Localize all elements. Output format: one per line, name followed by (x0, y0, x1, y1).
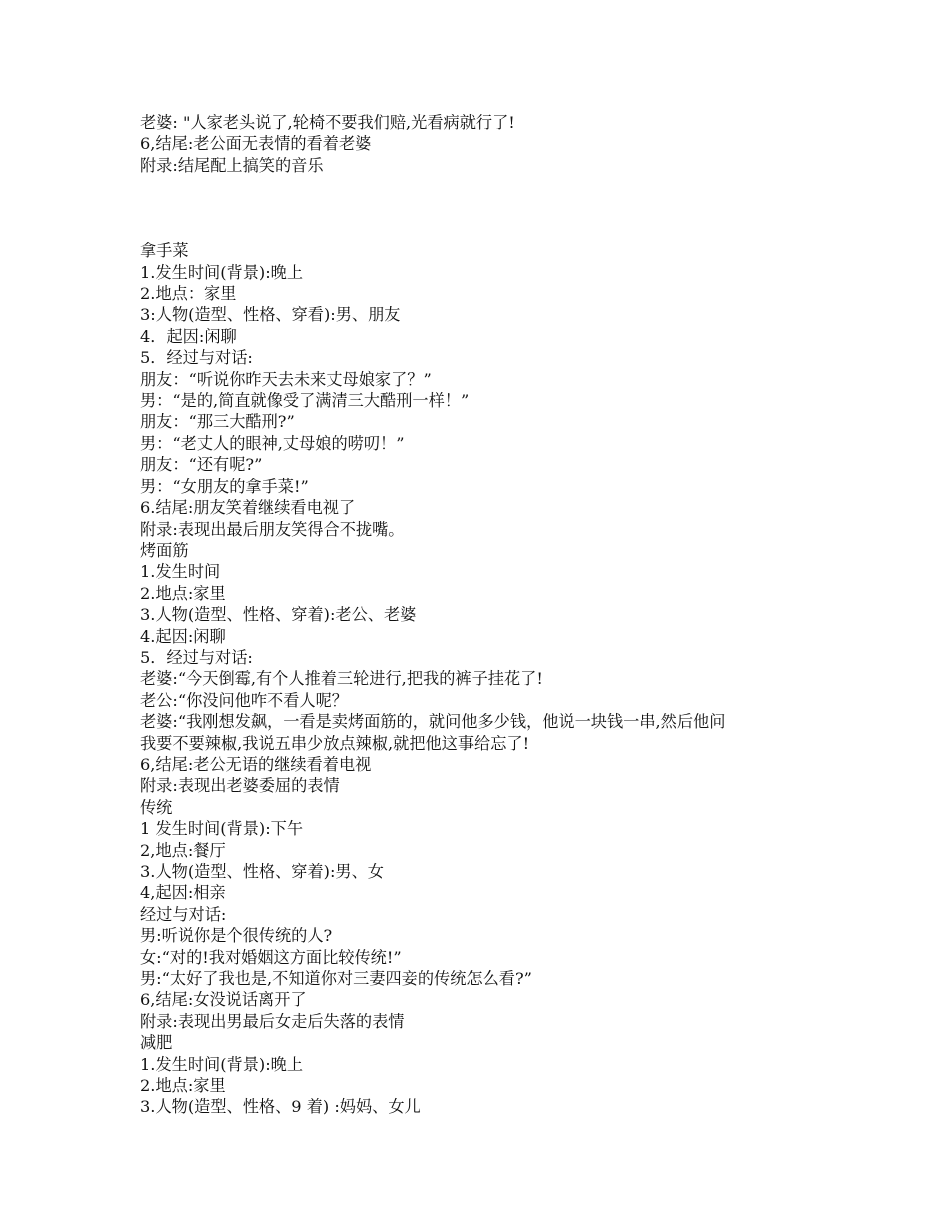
text-line: 6,结尾:老公无语的继续看着电视 (140, 754, 372, 774)
text-line: 附录:结尾配上搞笑的音乐 (140, 155, 324, 175)
dialogue-line: 男：“是的,简直就像受了满清三大酷刑一样！” (140, 391, 470, 411)
dialogue-line: 男：“老丈人的眼神,丈母娘的唠叨！” (140, 433, 405, 453)
text-line: 3.人物(造型、性格、穿着):男、女 (140, 862, 384, 881)
section-title: 减肥 (140, 1033, 173, 1053)
blank-gap (140, 176, 830, 240)
dialogue-line: 老婆:“我刚想发飙，一看是卖烤面筋的，就问他多少钱，他说一块钱一串,然后他问 (140, 712, 726, 732)
dialogue-line: 老婆:“今天倒霉,有个人推着三轮进行,把我的裤子挂花了! (140, 669, 543, 689)
dialogue-line: 朋友：“听说你昨天去未来丈母娘家了？” (140, 369, 432, 389)
top-block (140, 112, 830, 176)
main-block (140, 240, 830, 1118)
section-title: 拿手菜 (140, 241, 189, 261)
text-line: 附录:表现出最后朋友笑得合不拢嘴。 (140, 519, 405, 539)
text-line: 6.结尾:朋友笑着继续看电视了 (140, 498, 356, 518)
text-line: 2.地点:家里 (140, 1076, 226, 1096)
text-line: 2.地点:家里 (140, 583, 226, 603)
text-line: 附录:表现出老婆委屈的表情 (140, 776, 340, 796)
text-line: 6,结尾:女没说话离开了 (140, 990, 307, 1010)
dialogue-line: 朋友：“那三大酷刑?” (140, 412, 295, 432)
dialogue-line: 女:“对的!我对婚姻这方面比较传统!” (140, 947, 402, 967)
text-line: 4.起因:闲聊 (140, 626, 226, 646)
text-line: 2.地点：家里 (140, 284, 237, 304)
dialogue-line: 老公:“你没问他咋不看人呢？ (140, 690, 348, 710)
text-line: 3:人物(造型、性格、穿看):男、朋友 (140, 305, 401, 325)
dialogue-line: 朋友：“还有呢?” (140, 455, 263, 475)
text-line: 5．经过与对话: (140, 647, 253, 667)
section-title: 传统 (140, 797, 173, 817)
text-line: 6,结尾:老公面无表情的看着老婆 (140, 134, 372, 154)
text-line: 5．经过与对话: (140, 348, 253, 368)
text-line: 老婆: "人家老头说了,轮椅不要我们赔,光看病就行了! (140, 113, 515, 132)
dialogue-line: 我要不要辣椒,我说五串少放点辣椒,就把他这事给忘了! (140, 733, 530, 753)
text-line: 1.发生时间(背景):晚上 (140, 262, 304, 282)
text-line: 附录:表现出男最后女走后失落的表情 (140, 1011, 405, 1031)
text-line: 经过与对话: (140, 904, 227, 924)
section-title: 烤面筋 (140, 540, 189, 560)
text-line: 1 发生时间(背景):下午 (140, 819, 304, 839)
dialogue-line: 男：“女朋友的拿手菜!” (140, 476, 309, 496)
text-line: 2,地点:餐厅 (140, 840, 226, 860)
text-line: 3.人物(造型、性格、9 着) :妈妈、女儿 (140, 1097, 421, 1117)
dialogue-line: 男:“太好了我也是,不知道你对三妻四妾的传统怎么看?” (140, 969, 532, 989)
text-line: 3.人物(造型、性格、穿着):老公、老婆 (140, 605, 417, 625)
text-line: 1.发生时间 (140, 562, 221, 582)
dialogue-line: 男:听说你是个很传统的人? (140, 926, 333, 946)
document-page (140, 112, 830, 1118)
text-line: 4,起因:相亲 (140, 883, 226, 903)
text-line: 4．起因:闲聊 (140, 326, 237, 346)
text-line: 1.发生时间(背景):晚上 (140, 1054, 304, 1074)
